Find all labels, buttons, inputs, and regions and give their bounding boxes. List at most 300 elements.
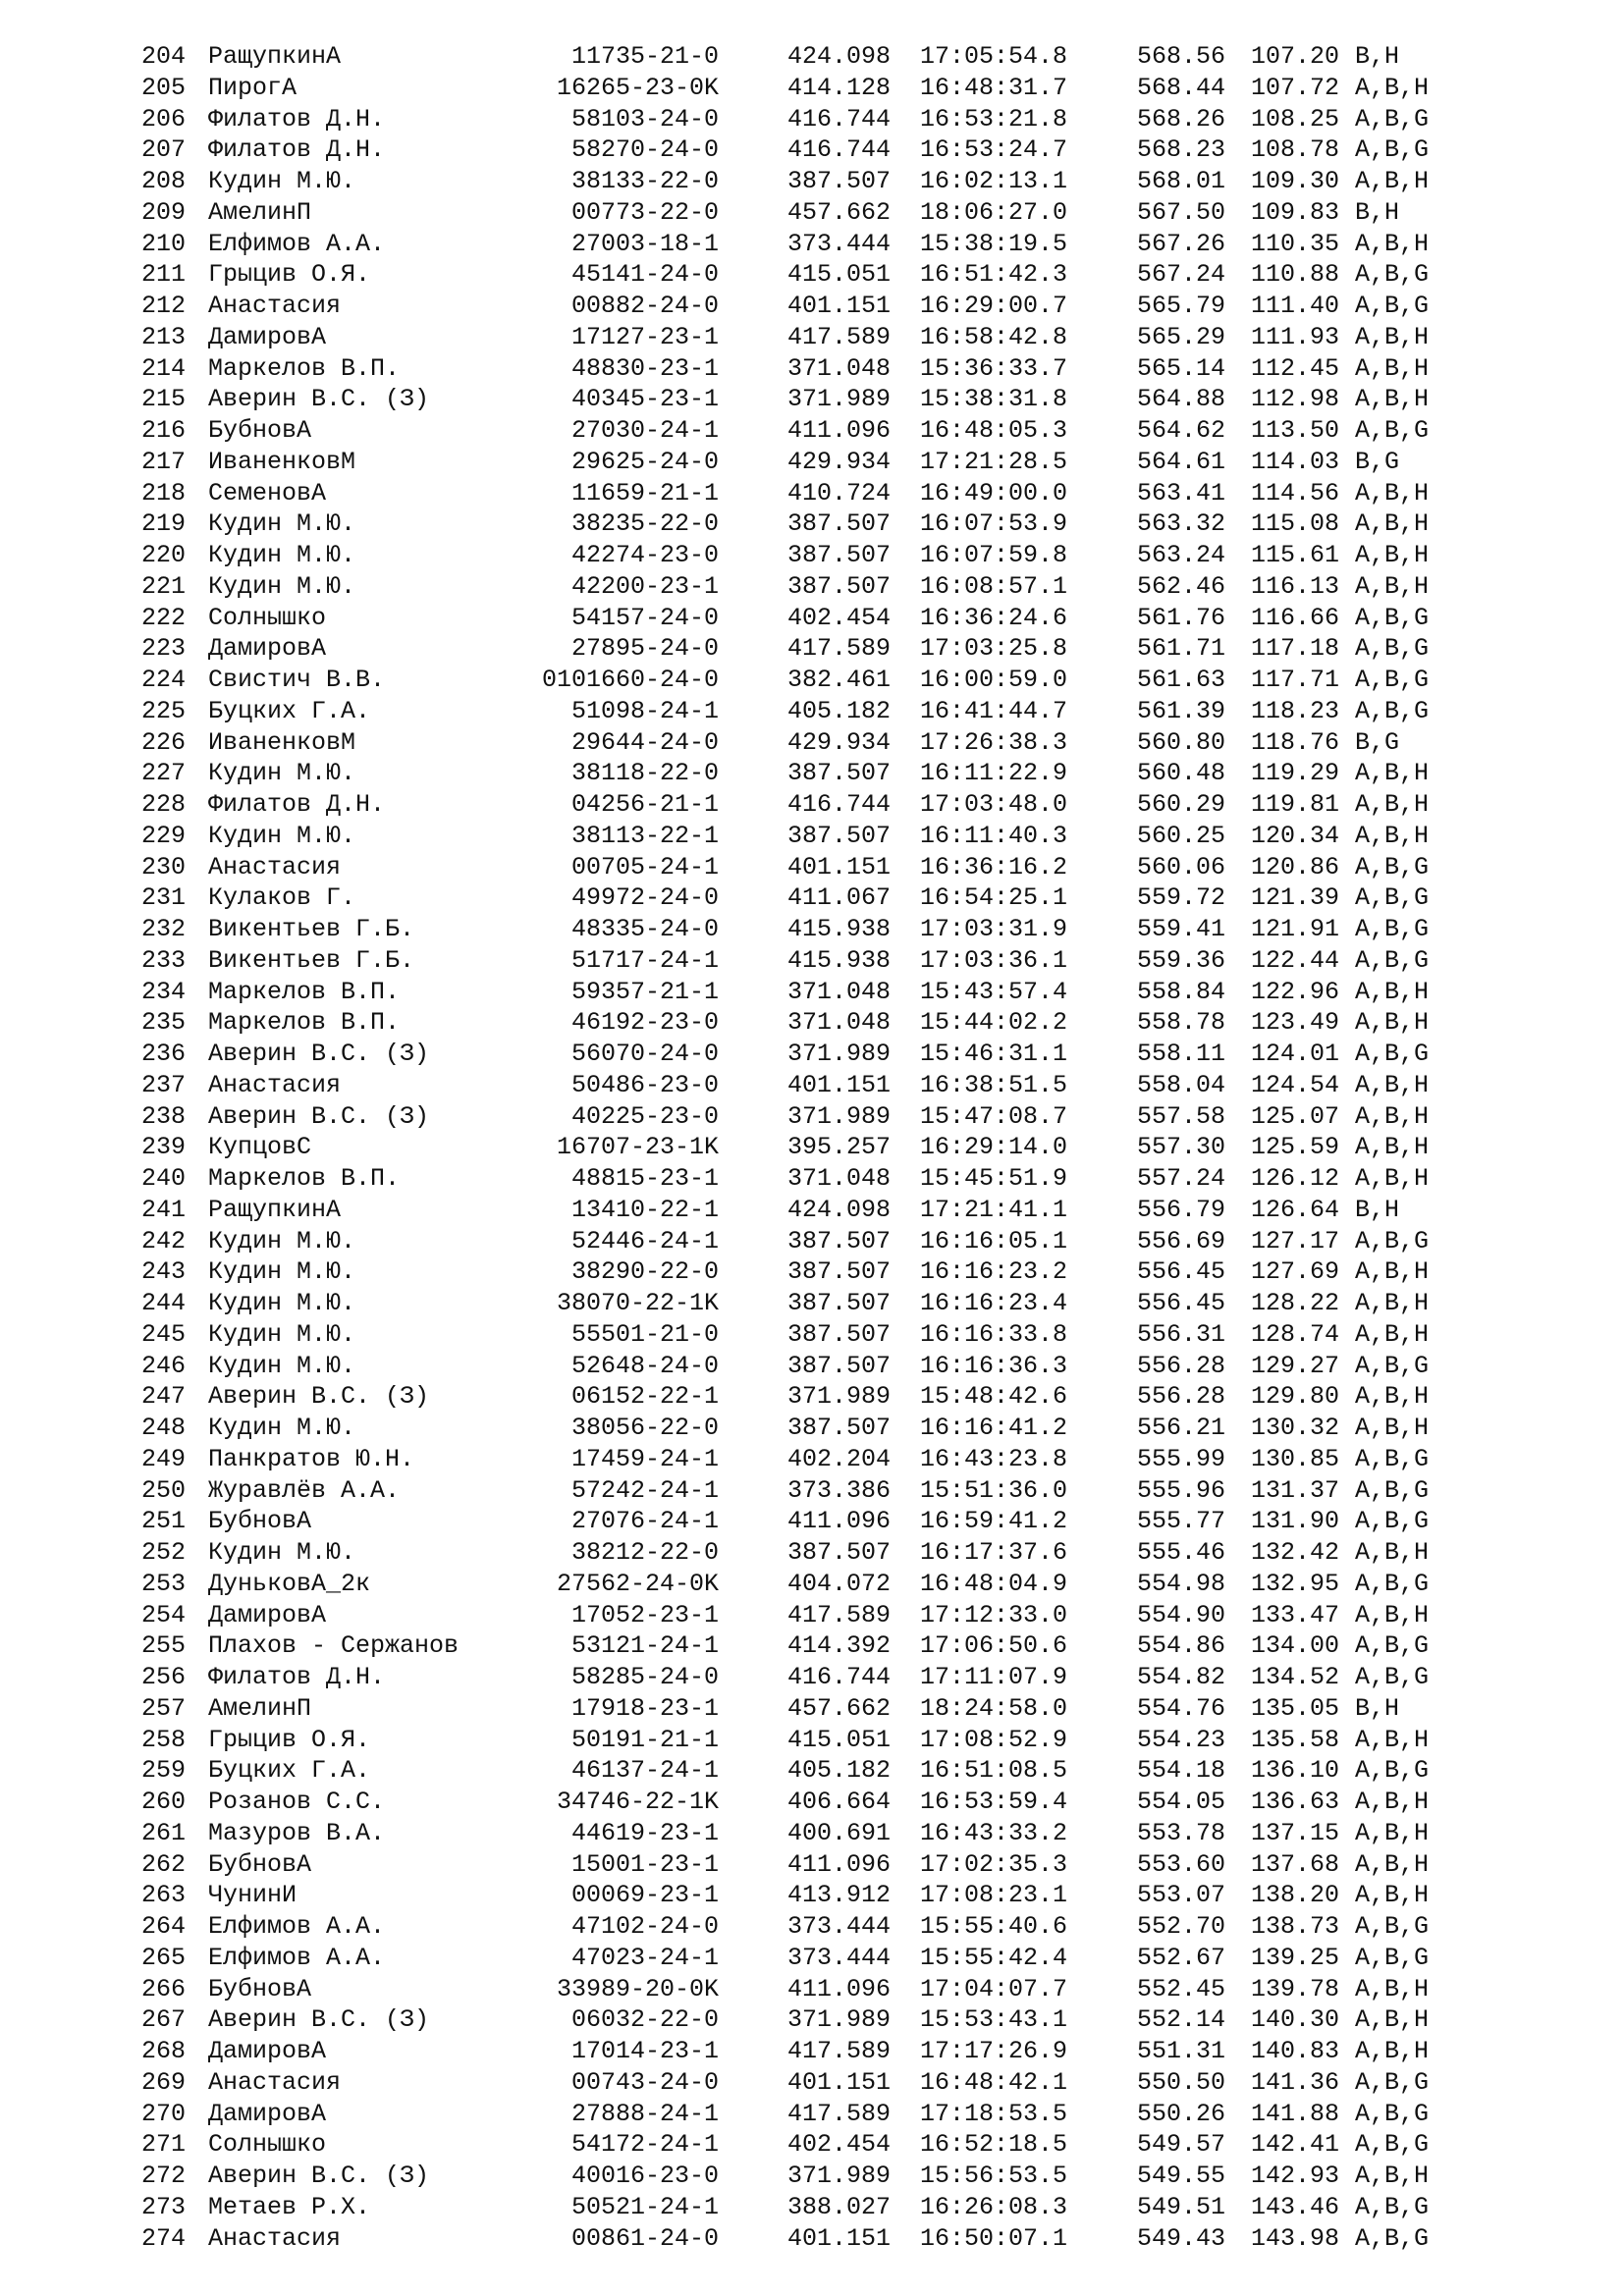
speed: 555.46 bbox=[1137, 1538, 1226, 1567]
distance: 373.386 bbox=[787, 1475, 892, 1505]
distance: 371.048 bbox=[787, 1008, 892, 1038]
arrival-time: 16:36:24.6 bbox=[920, 603, 1068, 632]
ring-number: 04256-21-1 bbox=[570, 790, 719, 819]
fancier-name: ДуньковА_2к bbox=[208, 1569, 371, 1598]
arrival-time: 16:48:42.1 bbox=[920, 2067, 1068, 2097]
speed: 562.46 bbox=[1137, 571, 1226, 601]
points: 114.03 bbox=[1251, 447, 1340, 476]
distance: 371.989 bbox=[787, 2005, 892, 2035]
fancier-name: Аверин В.С. (З) bbox=[208, 385, 430, 414]
ring-number: 46192-23-0 bbox=[570, 1008, 719, 1038]
ring-number: 56070-24-0 bbox=[570, 1040, 719, 1068]
result-row bbox=[0, 1974, 1624, 2005]
distance: 416.744 bbox=[787, 1663, 892, 1691]
result-row bbox=[0, 1849, 1624, 1881]
fancier-name: ДамировА bbox=[208, 2099, 327, 2128]
place-number: 217 bbox=[141, 447, 187, 476]
points: 134.00 bbox=[1251, 1631, 1340, 1661]
speed: 556.45 bbox=[1137, 1289, 1226, 1317]
distance: 402.204 bbox=[787, 1444, 892, 1473]
speed: 568.01 bbox=[1137, 167, 1226, 195]
points: 120.86 bbox=[1251, 852, 1340, 881]
distance: 387.507 bbox=[787, 1319, 892, 1349]
place-number: 214 bbox=[141, 353, 187, 383]
arrival-time: 16:48:04.9 bbox=[920, 1569, 1068, 1598]
place-number: 257 bbox=[141, 1693, 187, 1723]
points: 132.95 bbox=[1251, 1569, 1340, 1598]
arrival-time: 16:16:33.8 bbox=[920, 1319, 1068, 1349]
speed: 554.98 bbox=[1137, 1569, 1226, 1598]
speed: 550.50 bbox=[1137, 2067, 1226, 2097]
groups: A,B,G bbox=[1355, 1756, 1430, 1786]
result-row bbox=[0, 322, 1624, 353]
speed: 563.32 bbox=[1137, 509, 1226, 539]
place-number: 270 bbox=[141, 2099, 187, 2128]
ring-number: 06032-22-0 bbox=[570, 2005, 719, 2035]
fancier-name: Кудин М.Ю. bbox=[208, 1226, 356, 1255]
ring-number: 49972-24-0 bbox=[570, 883, 719, 913]
points: 136.10 bbox=[1251, 1756, 1340, 1786]
speed: 567.26 bbox=[1137, 229, 1226, 258]
speed: 556.31 bbox=[1137, 1319, 1226, 1349]
result-row bbox=[0, 1475, 1624, 1507]
ring-number: 00069-23-1 bbox=[570, 1881, 719, 1910]
place-number: 222 bbox=[141, 603, 187, 632]
fancier-name: Плахов - Сержанов bbox=[208, 1631, 460, 1661]
points: 109.30 bbox=[1251, 167, 1340, 195]
ring-number: 48335-24-0 bbox=[570, 915, 719, 943]
arrival-time: 17:17:26.9 bbox=[920, 2037, 1068, 2065]
ring-number: 59357-21-1 bbox=[570, 977, 719, 1006]
groups: A,B,H bbox=[1355, 1008, 1430, 1038]
fancier-name: Солнышко bbox=[208, 603, 327, 632]
groups: A,B,G bbox=[1355, 1631, 1430, 1661]
groups: A,B,H bbox=[1355, 1101, 1430, 1131]
place-number: 232 bbox=[141, 915, 187, 943]
speed: 567.50 bbox=[1137, 197, 1226, 227]
distance: 416.744 bbox=[787, 104, 892, 133]
distance: 413.912 bbox=[787, 1881, 892, 1910]
points: 121.91 bbox=[1251, 915, 1340, 943]
speed: 549.57 bbox=[1137, 2130, 1226, 2160]
result-row bbox=[0, 789, 1624, 821]
place-number: 254 bbox=[141, 1600, 187, 1629]
place-number: 224 bbox=[141, 666, 187, 694]
place-number: 264 bbox=[141, 1912, 187, 1941]
place-number: 243 bbox=[141, 1257, 187, 1287]
points: 134.52 bbox=[1251, 1663, 1340, 1691]
arrival-time: 16:26:08.3 bbox=[920, 2192, 1068, 2221]
speed: 557.24 bbox=[1137, 1164, 1226, 1193]
fancier-name: Викентьев Г.Б. bbox=[208, 945, 415, 975]
speed: 556.45 bbox=[1137, 1257, 1226, 1287]
distance: 417.589 bbox=[787, 2037, 892, 2065]
speed: 568.26 bbox=[1137, 104, 1226, 133]
points: 118.76 bbox=[1251, 727, 1340, 757]
points: 143.98 bbox=[1251, 2223, 1340, 2253]
place-number: 265 bbox=[141, 1943, 187, 1972]
groups: A,B,G bbox=[1355, 696, 1430, 725]
ring-number: 45141-24-0 bbox=[570, 260, 719, 290]
points: 130.32 bbox=[1251, 1414, 1340, 1442]
arrival-time: 16:41:44.7 bbox=[920, 696, 1068, 725]
result-row bbox=[0, 259, 1624, 291]
fancier-name: Елфимов А.А. bbox=[208, 229, 386, 258]
groups: A,B,G bbox=[1355, 1444, 1430, 1473]
distance: 401.151 bbox=[787, 292, 892, 320]
speed: 556.28 bbox=[1137, 1382, 1226, 1412]
distance: 405.182 bbox=[787, 1756, 892, 1786]
result-row bbox=[0, 1600, 1624, 1631]
fancier-name: БубновА bbox=[208, 1849, 312, 1879]
place-number: 260 bbox=[141, 1788, 187, 1816]
fancier-name: КупцовС bbox=[208, 1133, 312, 1162]
result-row bbox=[0, 291, 1624, 322]
distance: 401.151 bbox=[787, 1070, 892, 1099]
result-row bbox=[0, 1226, 1624, 1257]
result-row bbox=[0, 1755, 1624, 1787]
result-row bbox=[0, 540, 1624, 571]
groups: A,B,H bbox=[1355, 977, 1430, 1006]
arrival-time: 15:53:43.1 bbox=[920, 2005, 1068, 2035]
arrival-time: 16:50:07.1 bbox=[920, 2223, 1068, 2253]
ring-number: 17918-23-1 bbox=[570, 1693, 719, 1723]
fancier-name: АмелинП bbox=[208, 1693, 312, 1723]
fancier-name: Елфимов А.А. bbox=[208, 1912, 386, 1941]
groups: A,B,G bbox=[1355, 915, 1430, 943]
result-row bbox=[0, 1288, 1624, 1319]
distance: 417.589 bbox=[787, 322, 892, 351]
ring-number: 38118-22-0 bbox=[570, 759, 719, 788]
ring-number: 00743-24-0 bbox=[570, 2067, 719, 2097]
arrival-time: 16:43:23.8 bbox=[920, 1444, 1068, 1473]
groups: A,B,H bbox=[1355, 1070, 1430, 1099]
fancier-name: БубновА bbox=[208, 1974, 312, 2003]
groups: A,B,G bbox=[1355, 666, 1430, 694]
distance: 417.589 bbox=[787, 2099, 892, 2128]
speed: 551.31 bbox=[1137, 2037, 1226, 2065]
groups: A,B,H bbox=[1355, 1414, 1430, 1442]
groups: A,B,H bbox=[1355, 2162, 1430, 2190]
result-row bbox=[0, 166, 1624, 197]
groups: B,H bbox=[1355, 1693, 1400, 1723]
fancier-name: Мазуров В.А. bbox=[208, 1818, 386, 1847]
speed: 561.71 bbox=[1137, 634, 1226, 664]
arrival-time: 17:21:41.1 bbox=[920, 1195, 1068, 1224]
speed: 565.79 bbox=[1137, 292, 1226, 320]
result-row bbox=[0, 1132, 1624, 1163]
result-row bbox=[0, 633, 1624, 665]
groups: A,B,G bbox=[1355, 1226, 1430, 1255]
speed: 559.72 bbox=[1137, 883, 1226, 913]
fancier-name: Кудин М.Ю. bbox=[208, 571, 356, 601]
distance: 402.454 bbox=[787, 603, 892, 632]
result-row bbox=[0, 1943, 1624, 1974]
ring-number: 40345-23-1 bbox=[570, 385, 719, 414]
points: 131.90 bbox=[1251, 1507, 1340, 1536]
ring-number: 58270-24-0 bbox=[570, 135, 719, 165]
groups: A,B,H bbox=[1355, 353, 1430, 383]
fancier-name: АмелинП bbox=[208, 197, 312, 227]
place-number: 268 bbox=[141, 2037, 187, 2065]
points: 126.64 bbox=[1251, 1195, 1340, 1224]
speed: 555.96 bbox=[1137, 1475, 1226, 1505]
distance: 388.027 bbox=[787, 2192, 892, 2221]
ring-number: 54157-24-0 bbox=[570, 603, 719, 632]
result-row bbox=[0, 415, 1624, 447]
result-row bbox=[0, 104, 1624, 135]
result-row bbox=[0, 1070, 1624, 1101]
speed: 565.14 bbox=[1137, 353, 1226, 383]
points: 128.22 bbox=[1251, 1289, 1340, 1317]
fancier-name: Кудин М.Ю. bbox=[208, 1289, 356, 1317]
points: 130.85 bbox=[1251, 1444, 1340, 1473]
fancier-name: Филатов Д.Н. bbox=[208, 135, 386, 165]
speed: 556.28 bbox=[1137, 1351, 1226, 1380]
place-number: 251 bbox=[141, 1507, 187, 1536]
arrival-time: 16:29:00.7 bbox=[920, 292, 1068, 320]
distance: 387.507 bbox=[787, 509, 892, 539]
speed: 552.67 bbox=[1137, 1943, 1226, 1972]
place-number: 234 bbox=[141, 977, 187, 1006]
result-row bbox=[0, 696, 1624, 727]
result-row bbox=[0, 1569, 1624, 1600]
fancier-name: Кудин М.Ю. bbox=[208, 821, 356, 850]
distance: 424.098 bbox=[787, 42, 892, 71]
place-number: 209 bbox=[141, 197, 187, 227]
arrival-time: 15:55:40.6 bbox=[920, 1912, 1068, 1941]
ring-number: 27895-24-0 bbox=[570, 634, 719, 664]
distance: 416.744 bbox=[787, 135, 892, 165]
arrival-time: 16:48:31.7 bbox=[920, 73, 1068, 102]
fancier-name: Анастасия bbox=[208, 2067, 342, 2097]
groups: A,B,G bbox=[1355, 634, 1430, 664]
arrival-time: 16:38:51.5 bbox=[920, 1070, 1068, 1099]
points: 108.25 bbox=[1251, 104, 1340, 133]
ring-number: 38133-22-0 bbox=[570, 167, 719, 195]
result-row bbox=[0, 758, 1624, 789]
ring-number: 00773-22-0 bbox=[570, 197, 719, 227]
points: 115.61 bbox=[1251, 541, 1340, 569]
place-number: 213 bbox=[141, 322, 187, 351]
groups: A,B,G bbox=[1355, 135, 1430, 165]
groups: A,B,H bbox=[1355, 541, 1430, 569]
place-number: 233 bbox=[141, 945, 187, 975]
result-row bbox=[0, 1163, 1624, 1195]
groups: A,B,H bbox=[1355, 322, 1430, 351]
place-number: 238 bbox=[141, 1101, 187, 1131]
arrival-time: 15:38:19.5 bbox=[920, 229, 1068, 258]
points: 108.78 bbox=[1251, 135, 1340, 165]
place-number: 221 bbox=[141, 571, 187, 601]
distance: 411.096 bbox=[787, 416, 892, 445]
speed: 565.29 bbox=[1137, 322, 1226, 351]
speed: 568.23 bbox=[1137, 135, 1226, 165]
place-number: 215 bbox=[141, 385, 187, 414]
place-number: 249 bbox=[141, 1444, 187, 1473]
arrival-time: 17:08:52.9 bbox=[920, 1725, 1068, 1754]
result-row bbox=[0, 882, 1624, 914]
place-number: 206 bbox=[141, 104, 187, 133]
fancier-name: Кудин М.Ю. bbox=[208, 541, 356, 569]
groups: A,B,H bbox=[1355, 1818, 1430, 1847]
groups: A,B,G bbox=[1355, 1040, 1430, 1068]
result-row bbox=[0, 447, 1624, 478]
result-row bbox=[0, 1693, 1624, 1725]
arrival-time: 18:24:58.0 bbox=[920, 1693, 1068, 1723]
fancier-name: Кудин М.Ю. bbox=[208, 759, 356, 788]
speed: 550.26 bbox=[1137, 2099, 1226, 2128]
ring-number: 54172-24-1 bbox=[570, 2130, 719, 2160]
speed: 568.56 bbox=[1137, 42, 1226, 71]
groups: A,B,H bbox=[1355, 571, 1430, 601]
arrival-time: 16:08:57.1 bbox=[920, 571, 1068, 601]
place-number: 218 bbox=[141, 478, 187, 507]
groups: A,B,G bbox=[1355, 852, 1430, 881]
speed: 558.11 bbox=[1137, 1040, 1226, 1068]
ring-number: 38056-22-0 bbox=[570, 1414, 719, 1442]
speed: 559.36 bbox=[1137, 945, 1226, 975]
points: 111.40 bbox=[1251, 292, 1340, 320]
result-row bbox=[0, 1256, 1624, 1288]
ring-number: 48815-23-1 bbox=[570, 1164, 719, 1193]
distance: 387.507 bbox=[787, 821, 892, 850]
place-number: 247 bbox=[141, 1382, 187, 1412]
speed: 561.63 bbox=[1137, 666, 1226, 694]
groups: A,B,G bbox=[1355, 603, 1430, 632]
groups: A,B,H bbox=[1355, 73, 1430, 102]
fancier-name: Кудин М.Ю. bbox=[208, 1319, 356, 1349]
ring-number: 38290-22-0 bbox=[570, 1257, 719, 1287]
fancier-name: Кудин М.Ю. bbox=[208, 167, 356, 195]
result-row bbox=[0, 821, 1624, 852]
result-row bbox=[0, 478, 1624, 509]
fancier-name: Свистич В.В. bbox=[208, 666, 386, 694]
speed: 567.24 bbox=[1137, 260, 1226, 290]
result-row bbox=[0, 977, 1624, 1008]
ring-number: 47023-24-1 bbox=[570, 1943, 719, 1972]
result-row bbox=[0, 603, 1624, 634]
groups: B,G bbox=[1355, 447, 1400, 476]
result-row bbox=[0, 197, 1624, 229]
ring-number: 50486-23-0 bbox=[570, 1070, 719, 1099]
groups: A,B,H bbox=[1355, 478, 1430, 507]
fancier-name: Анастасия bbox=[208, 852, 342, 881]
points: 110.88 bbox=[1251, 260, 1340, 290]
place-number: 239 bbox=[141, 1133, 187, 1162]
speed: 564.61 bbox=[1137, 447, 1226, 476]
fancier-name: Аверин В.С. (З) bbox=[208, 2162, 430, 2190]
distance: 371.048 bbox=[787, 1164, 892, 1193]
fancier-name: Филатов Д.Н. bbox=[208, 790, 386, 819]
ring-number: 51098-24-1 bbox=[570, 696, 719, 725]
speed: 552.70 bbox=[1137, 1912, 1226, 1941]
distance: 401.151 bbox=[787, 852, 892, 881]
arrival-time: 16:00:59.0 bbox=[920, 666, 1068, 694]
place-number: 259 bbox=[141, 1756, 187, 1786]
points: 122.44 bbox=[1251, 945, 1340, 975]
points: 114.56 bbox=[1251, 478, 1340, 507]
ring-number: 27030-24-1 bbox=[570, 416, 719, 445]
arrival-time: 17:21:28.5 bbox=[920, 447, 1068, 476]
result-row bbox=[0, 41, 1624, 73]
ring-number: 11659-21-1 bbox=[570, 478, 719, 507]
fancier-name: БубновА bbox=[208, 416, 312, 445]
speed: 560.80 bbox=[1137, 727, 1226, 757]
result-row bbox=[0, 2099, 1624, 2130]
speed: 554.82 bbox=[1137, 1663, 1226, 1691]
groups: A,B,G bbox=[1355, 1943, 1430, 1972]
points: 141.88 bbox=[1251, 2099, 1340, 2128]
points: 139.78 bbox=[1251, 1974, 1340, 2003]
arrival-time: 16:16:23.2 bbox=[920, 1257, 1068, 1287]
groups: A,B,H bbox=[1355, 1788, 1430, 1816]
result-row bbox=[0, 1787, 1624, 1818]
arrival-time: 16:49:00.0 bbox=[920, 478, 1068, 507]
distance: 387.507 bbox=[787, 1414, 892, 1442]
points: 129.80 bbox=[1251, 1382, 1340, 1412]
distance: 414.392 bbox=[787, 1631, 892, 1661]
points: 109.83 bbox=[1251, 197, 1340, 227]
points: 128.74 bbox=[1251, 1319, 1340, 1349]
fancier-name: Кудин М.Ю. bbox=[208, 1414, 356, 1442]
arrival-time: 16:11:22.9 bbox=[920, 759, 1068, 788]
place-number: 207 bbox=[141, 135, 187, 165]
ring-number: 47102-24-0 bbox=[570, 1912, 719, 1941]
distance: 387.507 bbox=[787, 1538, 892, 1567]
place-number: 225 bbox=[141, 696, 187, 725]
distance: 402.454 bbox=[787, 2130, 892, 2160]
fancier-name: Аверин В.С. (З) bbox=[208, 1040, 430, 1068]
arrival-time: 16:02:13.1 bbox=[920, 167, 1068, 195]
ring-number: 40225-23-0 bbox=[570, 1101, 719, 1131]
points: 137.68 bbox=[1251, 1849, 1340, 1879]
distance: 400.691 bbox=[787, 1818, 892, 1847]
groups: A,B,H bbox=[1355, 1881, 1430, 1910]
ring-number: 55501-21-0 bbox=[570, 1319, 719, 1349]
groups: A,B,H bbox=[1355, 1257, 1430, 1287]
groups: A,B,H bbox=[1355, 1164, 1430, 1193]
points: 142.41 bbox=[1251, 2130, 1340, 2160]
groups: A,B,G bbox=[1355, 1507, 1430, 1536]
ring-number: 29644-24-0 bbox=[570, 727, 719, 757]
result-row bbox=[0, 2129, 1624, 2161]
groups: A,B,G bbox=[1355, 1351, 1430, 1380]
groups: A,B,H bbox=[1355, 790, 1430, 819]
points: 140.83 bbox=[1251, 2037, 1340, 2065]
place-number: 250 bbox=[141, 1475, 187, 1505]
speed: 554.90 bbox=[1137, 1600, 1226, 1629]
distance: 387.507 bbox=[787, 1351, 892, 1380]
result-row bbox=[0, 1818, 1624, 1849]
points: 142.93 bbox=[1251, 2162, 1340, 2190]
ring-number: 52446-24-1 bbox=[570, 1226, 719, 1255]
distance: 416.744 bbox=[787, 790, 892, 819]
place-number: 237 bbox=[141, 1070, 187, 1099]
fancier-name: Анастасия bbox=[208, 1070, 342, 1099]
arrival-time: 18:06:27.0 bbox=[920, 197, 1068, 227]
points: 107.72 bbox=[1251, 73, 1340, 102]
arrival-time: 15:38:31.8 bbox=[920, 385, 1068, 414]
points: 119.29 bbox=[1251, 759, 1340, 788]
ring-number: 17127-23-1 bbox=[570, 322, 719, 351]
speed: 564.62 bbox=[1137, 416, 1226, 445]
arrival-time: 16:53:21.8 bbox=[920, 104, 1068, 133]
speed: 553.60 bbox=[1137, 1849, 1226, 1879]
result-row bbox=[0, 353, 1624, 385]
points: 132.42 bbox=[1251, 1538, 1340, 1567]
ring-number: 50191-21-1 bbox=[570, 1725, 719, 1754]
